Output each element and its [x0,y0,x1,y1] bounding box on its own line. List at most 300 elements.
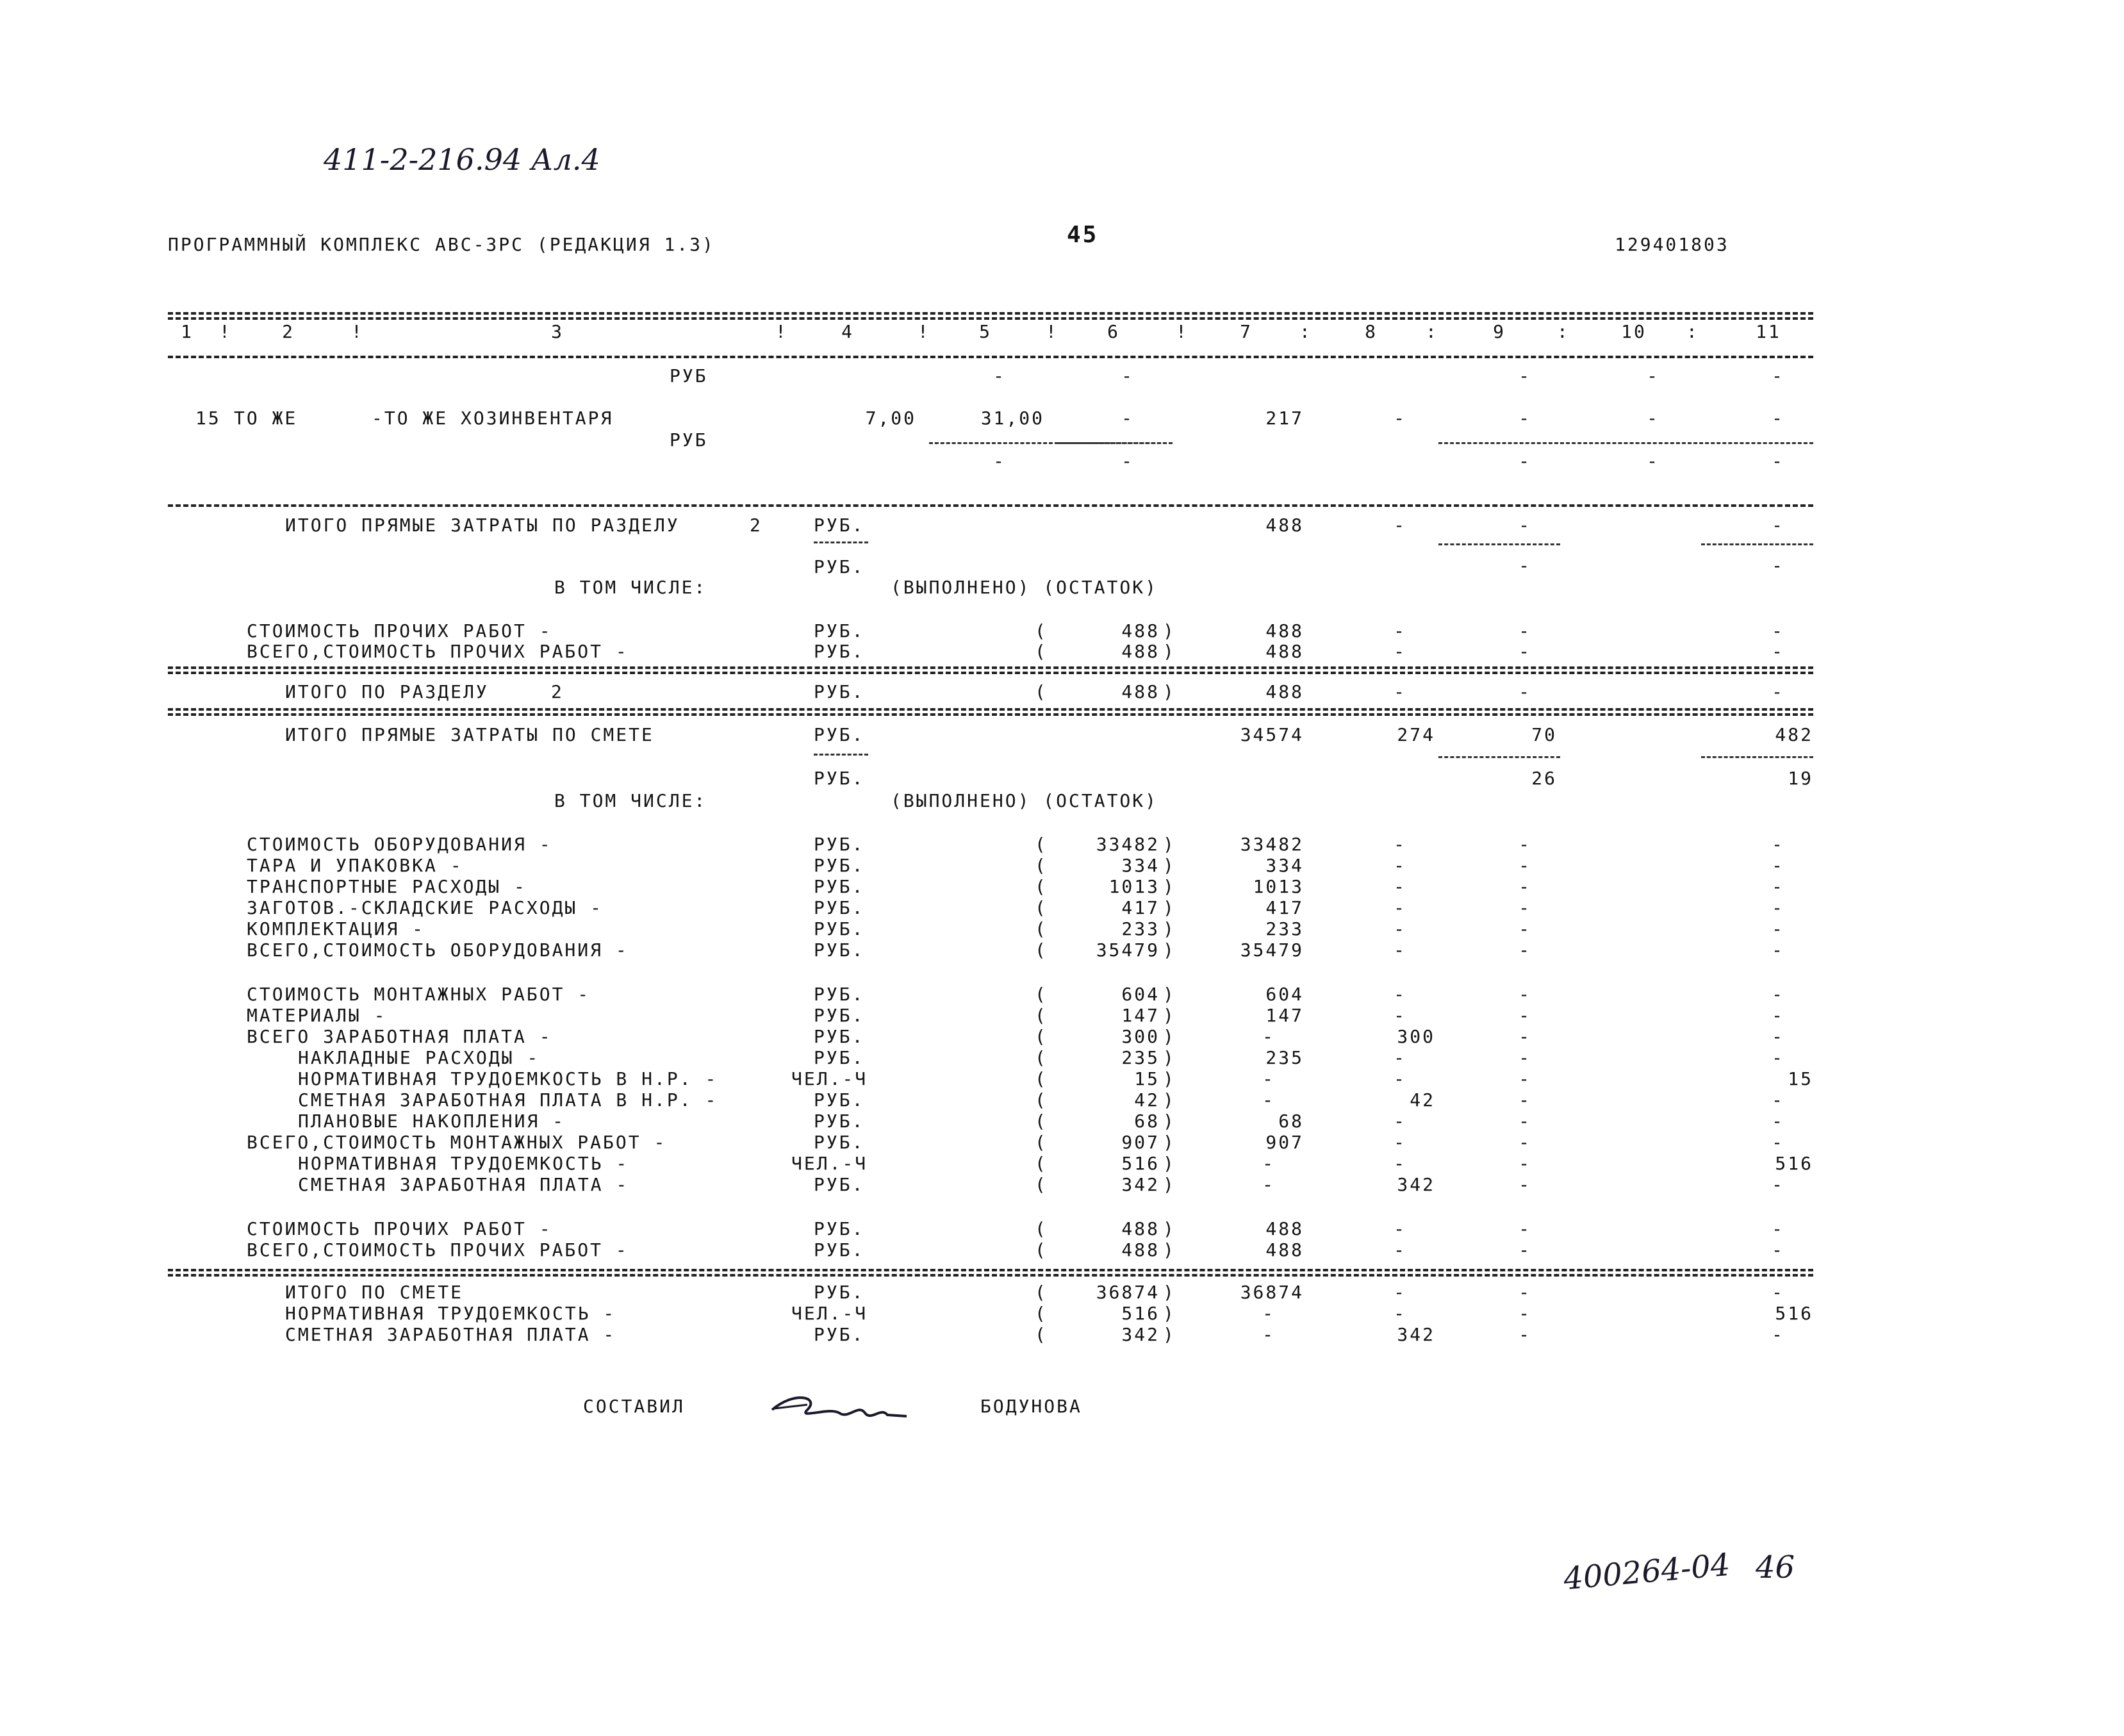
text-cell: 36874 [1096,1282,1160,1303]
dash-cell: - [1772,1218,1784,1239]
text-cell: 68 [1278,1111,1304,1132]
text-cell: 417 [1265,897,1304,918]
text-cell: РУБ. [814,1089,865,1111]
text-cell: 604 [1265,984,1304,1005]
text-cell: РУБ. [814,641,865,662]
text-cell: ! [918,321,930,342]
text-cell: РУБ. [814,918,865,939]
dash-cell: - [1519,1026,1531,1047]
dash-cell: - [1772,984,1784,1005]
text-cell: ЧЕЛ.-Ч [791,1303,868,1324]
text-cell: ( [1035,1005,1048,1026]
text-cell: РУБ. [814,1047,865,1068]
text-cell: 34574 [1240,724,1304,745]
dash-cell: - [1519,918,1531,939]
text-cell: ИТОГО ПО РАЗДЕЛУ [285,681,489,702]
text-cell: 334 [1121,855,1160,876]
dashed-rule [1701,756,1813,758]
text-cell: ( [1035,897,1048,918]
dash-cell: - [1394,620,1406,641]
text-cell: СТОИМОСТЬ ПРОЧИХ РАБОТ - [247,620,552,641]
column-header: 2 [282,321,295,342]
unit-rub: РУБ [670,365,708,386]
text-cell: РУБ. [814,1111,865,1132]
text-cell: 2 [551,681,564,702]
text-cell: 19 [1788,768,1813,789]
dash-cell: - [1394,1239,1406,1261]
text-cell: ! [775,321,788,342]
dash-cell: - [1121,365,1134,386]
dashed-rule [168,1274,1813,1277]
dashed-rule [168,1269,1813,1271]
text-cell: 334 [1265,855,1304,876]
text-cell: 36874 [1240,1282,1304,1303]
text-cell: ) [1163,1111,1176,1132]
text-cell: 516 [1121,1153,1160,1174]
text-cell: ( [1035,1174,1048,1195]
dashed-rule [168,708,1813,711]
dash-cell: - [1772,681,1784,702]
dash-cell: - [1394,1132,1406,1153]
dash-cell: - [1519,1111,1531,1132]
text-cell: ВСЕГО,СТОИМОСТЬ ОБОРУДОВАНИЯ - [247,939,629,961]
text-cell: ЧЕЛ.-Ч [791,1153,868,1174]
text-cell: РУБ. [814,515,865,536]
text-cell: ) [1163,681,1176,702]
text-cell: 26 [1531,768,1557,789]
text-cell: 147 [1121,1005,1160,1026]
text-cell: РУБ. [814,876,865,897]
column-header: 11 [1756,321,1781,342]
text-cell: НАКЛАДНЫЕ РАСХОДЫ - [298,1047,540,1068]
dash-cell: - [1519,1089,1531,1111]
text-cell: 482 [1775,724,1813,745]
text-cell: ( [1035,1047,1048,1068]
text-cell: 417 [1121,897,1160,918]
text-cell: ) [1163,1047,1176,1068]
text-cell: 516 [1121,1303,1160,1324]
text-cell: : [1686,321,1699,342]
text-cell: : [1557,321,1570,342]
text-cell: 233 [1265,918,1304,939]
text-cell: 342 [1121,1174,1160,1195]
dashed-rule [1057,442,1173,444]
dash-cell: - [1394,408,1406,429]
text-cell: СТОИМОСТЬ ПРОЧИХ РАБОТ - [247,1218,552,1239]
text-cell: ( [1035,984,1048,1005]
dash-cell: - [1519,1047,1531,1068]
dash-cell: - [1394,1303,1406,1324]
dash-cell: - [1519,1005,1531,1026]
dashed-rule [1438,756,1560,758]
text-cell: 147 [1265,1005,1304,1026]
text-cell: ( [1035,1239,1048,1261]
text-cell: НОРМАТИВНАЯ ТРУДОЕМКОСТЬ В Н.Р. - [298,1068,718,1089]
dash-cell: - [1519,834,1531,855]
dash-cell: - [1772,555,1784,576]
dash-cell: - [1394,515,1406,536]
text-cell: РУБ. [814,834,865,855]
section-number: 2 [750,515,762,536]
row-number: 15 [195,408,221,429]
text-cell: СТОИМОСТЬ ОБОРУДОВАНИЯ - [247,834,552,855]
text-cell: РУБ. [814,1324,865,1345]
dash-cell: - [1772,876,1784,897]
text-cell: ( [1035,876,1048,897]
dash-cell: - [993,451,1006,472]
dash-cell: - [1519,1282,1531,1303]
dash-cell: - [1262,1324,1275,1345]
text-cell: ( [1035,1303,1048,1324]
section-rule [168,504,1813,507]
dash-cell: - [1772,1324,1784,1345]
row-name: -ТО ЖЕ ХОЗИНВЕНТАРЯ [372,408,614,429]
text-cell: РУБ. [814,1218,865,1239]
text-cell: 33482 [1096,834,1160,855]
text-cell: 488 [1121,1218,1160,1239]
text-cell: РУБ. [814,1239,865,1261]
text-cell: 488 [1121,641,1160,662]
column-header: 8 [1365,321,1378,342]
text-cell: ) [1163,641,1176,662]
text-cell: 488 [1265,681,1304,702]
text-cell: 274 [1397,724,1435,745]
dash-cell: - [1394,681,1406,702]
dash-cell: - [1519,1174,1531,1195]
column-header: 5 [979,321,992,342]
text-cell: ) [1163,1153,1176,1174]
dash-cell: - [1647,451,1659,472]
column-header: 4 [841,321,854,342]
text-cell: СМЕТНАЯ ЗАРАБОТНАЯ ПЛАТА В Н.Р. - [298,1089,718,1111]
text-cell: 70 [1531,724,1557,745]
dash-cell: - [1772,1089,1784,1111]
text-cell: 235 [1265,1047,1304,1068]
dash-cell: - [1262,1068,1275,1089]
dashed-rule [1701,543,1813,545]
text-cell: МАТЕРИАЛЫ - [247,1005,387,1026]
text-cell: 42 [1134,1089,1160,1111]
text-cell: ( [1035,1153,1048,1174]
text-cell: РУБ. [814,1282,865,1303]
text-cell: ( [1035,834,1048,855]
text-cell: ВСЕГО,СТОИМОСТЬ МОНТАЖНЫХ РАБОТ - [247,1132,667,1153]
text-cell: 1013 [1253,876,1304,897]
dash-cell: - [1121,408,1134,429]
column-header: 7 [1240,321,1253,342]
dash-cell: - [1519,365,1531,386]
dash-cell: - [1519,1153,1531,1174]
text-cell: РУБ. [814,1132,865,1153]
dash-cell: - [1519,897,1531,918]
text-cell: 68 [1134,1111,1160,1132]
text-cell: 342 [1397,1324,1435,1345]
dashed-rule [168,713,1813,716]
text-cell: ВСЕГО,СТОИМОСТЬ ПРОЧИХ РАБОТ - [247,1239,629,1261]
text-cell: ( [1035,1218,1048,1239]
text-cell: РУБ. [814,681,865,702]
text-cell: ) [1163,939,1176,961]
dash-cell: - [1519,620,1531,641]
dash-cell: - [1394,939,1406,961]
text-cell: ) [1163,1005,1176,1026]
dash-cell: - [1262,1153,1275,1174]
text-cell: ! [1176,321,1189,342]
dashed-rule [1438,442,1813,444]
text-cell: 488 [1121,620,1160,641]
done-remainder-label: (ВЫПОЛНЕНО) (ОСТАТОК) [891,577,1158,598]
dash-cell: - [1772,620,1784,641]
text-cell: ) [1163,1132,1176,1153]
text-cell: В ТОМ ЧИСЛЕ: [554,790,707,811]
text-cell: 488 [1121,1239,1160,1261]
dash-cell: - [1772,1111,1784,1132]
text-cell: ( [1035,681,1048,702]
document-number: 129401803 [1615,234,1729,255]
row-price: 31,00 [980,408,1044,429]
dash-cell: - [1394,834,1406,855]
dash-cell: - [1121,451,1134,472]
text-cell: 488 [1121,681,1160,702]
text-cell: 42 [1410,1089,1435,1111]
dash-cell: - [1519,1218,1531,1239]
text-cell: 35479 [1240,939,1304,961]
text-cell: РУБ. [814,724,865,745]
text-cell: ) [1163,1218,1176,1239]
dash-cell: - [1519,876,1531,897]
dash-cell: - [1772,939,1784,961]
handwritten-footer-page: 46 [1756,1550,1795,1585]
text-cell: 15 [1788,1068,1813,1089]
text-cell: ( [1035,1324,1048,1345]
text-cell: РУБ. [814,1174,865,1195]
text-cell: ( [1035,918,1048,939]
text-cell: 342 [1121,1324,1160,1345]
text-cell: ) [1163,897,1176,918]
dash-cell: - [1519,641,1531,662]
column-header: 10 [1621,321,1647,342]
dashed-rule [168,666,1813,669]
text-cell: ( [1035,1282,1048,1303]
dash-cell: - [1772,1005,1784,1026]
dashed-rule [1438,543,1560,545]
text-cell: ( [1035,620,1048,641]
text-cell: СТОИМОСТЬ МОНТАЖНЫХ РАБОТ - [247,984,591,1005]
dash-cell: - [1519,984,1531,1005]
text-cell: ) [1163,1026,1176,1047]
text-cell: ИТОГО ПРЯМЫЕ ЗАТРАТЫ ПО СМЕТЕ [285,724,654,745]
text-cell: ) [1163,1068,1176,1089]
text-cell: ТАРА И УПАКОВКА - [247,855,463,876]
text-cell: РУБ. [814,768,865,789]
text-cell: ) [1163,1239,1176,1261]
text-cell: ) [1163,855,1176,876]
text-cell: ( [1035,1111,1048,1132]
text-cell: ЗАГОТОВ.-СКЛАДСКИЕ РАСХОДЫ - [247,897,604,918]
table-top-rule [168,312,1813,315]
text-cell: ( [1035,1132,1048,1153]
dash-cell: - [1519,939,1531,961]
dash-cell: - [1772,897,1784,918]
text-cell: ТРАНСПОРТНЫЕ РАСХОДЫ - [247,876,527,897]
text-cell: ) [1163,918,1176,939]
dash-cell: - [1772,1174,1784,1195]
text-cell: ) [1163,1089,1176,1111]
handwritten-doc-code: 411-2-216.94 Ал.4 [324,142,600,177]
text-cell: РУБ. [814,984,865,1005]
dash-cell: - [1394,1218,1406,1239]
dash-cell: - [1519,681,1531,702]
handwritten-footer-code: 400264-04 [1562,1546,1732,1598]
row-total: 217 [1265,408,1304,429]
text-cell: 1013 [1108,876,1160,897]
text-cell: ! [219,321,232,342]
text-cell: 516 [1775,1303,1813,1324]
signature-icon [769,1384,910,1429]
dash-cell: - [1394,1111,1406,1132]
text-cell: ) [1163,620,1176,641]
column-header: 3 [551,321,564,342]
text-cell: 342 [1397,1174,1435,1195]
text-cell: 235 [1121,1047,1160,1068]
text-cell: 907 [1121,1132,1160,1153]
text-cell: ) [1163,1324,1176,1345]
text-cell: ( [1035,1026,1048,1047]
text-cell: 15 [1134,1068,1160,1089]
dash-cell: - [1772,641,1784,662]
dash-cell: - [1394,641,1406,662]
text-cell: ( [1035,641,1048,662]
dash-cell: - [1772,918,1784,939]
text-cell: ! [1046,321,1058,342]
table-top-rule-2 [168,317,1813,320]
dash-cell: - [1519,1068,1531,1089]
text-cell: 300 [1121,1026,1160,1047]
dash-cell: - [1772,408,1784,429]
text-cell: РУБ. [814,1026,865,1047]
dash-cell: - [1394,1047,1406,1068]
dash-cell: - [1772,515,1784,536]
text-cell: ) [1163,834,1176,855]
dash-cell: - [1262,1174,1275,1195]
dash-cell: - [1772,1026,1784,1047]
text-cell: НОРМАТИВНАЯ ТРУДОЕМКОСТЬ - [298,1153,629,1174]
dash-cell: - [1519,515,1531,536]
dash-cell: - [1647,365,1659,386]
dash-cell: - [1772,365,1784,386]
dash-cell: - [1647,408,1659,429]
text-cell: ВСЕГО,СТОИМОСТЬ ПРОЧИХ РАБОТ - [247,641,629,662]
text-cell: РУБ. [814,620,865,641]
text-cell: 33482 [1240,834,1304,855]
dash-cell: - [1262,1026,1275,1047]
dash-cell: - [1394,876,1406,897]
text-cell: ПЛАНОВЫЕ НАКОПЛЕНИЯ - [298,1111,566,1132]
dash-cell: - [1772,1239,1784,1261]
text-cell: : [1299,321,1312,342]
dash-cell: - [1394,918,1406,939]
dash-cell: - [1262,1303,1275,1324]
dash-cell: - [1772,834,1784,855]
text-cell: РУБ [670,429,708,451]
dash-cell: - [1772,1047,1784,1068]
row-quantity: 7,00 [865,408,916,429]
text-cell: 488 [1265,620,1304,641]
dash-cell: - [1519,1239,1531,1261]
text-cell: РУБ. [814,1005,865,1026]
text-cell: 300 [1397,1026,1435,1047]
text-cell: ) [1163,1303,1176,1324]
text-cell: СМЕТНАЯ ЗАРАБОТНАЯ ПЛАТА - [298,1174,629,1195]
column-header: 9 [1493,321,1506,342]
dashed-rule [814,754,868,756]
dash-cell: - [1519,555,1531,576]
text-cell: 233 [1121,918,1160,939]
text-cell: ( [1035,1089,1048,1111]
section-direct-costs-label: ИТОГО ПРЯМЫЕ ЗАТРАТЫ ПО РАЗДЕЛУ [285,515,680,536]
dash-cell: - [1394,1068,1406,1089]
dash-cell: - [1519,451,1531,472]
dash-cell: - [993,365,1006,386]
dash-cell: - [1519,1303,1531,1324]
dash-cell: - [1772,855,1784,876]
text-cell: (ВЫПОЛНЕНО) (ОСТАТОК) [891,790,1158,811]
text-cell: 488 [1265,1239,1304,1261]
text-cell: 516 [1775,1153,1813,1174]
dash-cell: - [1262,1089,1275,1111]
text-cell: ИТОГО ПО СМЕТЕ [285,1282,464,1303]
dash-cell: - [1519,408,1531,429]
dash-cell: - [1394,897,1406,918]
text-cell: ( [1035,855,1048,876]
dash-cell: - [1394,855,1406,876]
text-cell: СМЕТНАЯ ЗАРАБОТНАЯ ПЛАТА - [285,1324,616,1345]
text-cell: РУБ. [814,556,865,577]
text-cell: ВСЕГО ЗАРАБОТНАЯ ПЛАТА - [247,1026,552,1047]
dash-cell: - [1519,855,1531,876]
text-cell: ( [1035,1068,1048,1089]
text-cell: 907 [1265,1132,1304,1153]
dash-cell: - [1519,1132,1531,1153]
text-cell: РУБ. [814,855,865,876]
text-cell: ! [351,321,364,342]
row-code: ТО ЖЕ [234,408,298,429]
compiler-name: БОДУНОВА [980,1396,1082,1417]
dash-cell: - [1394,1282,1406,1303]
text-cell: ) [1163,1282,1176,1303]
column-header: 1 [181,321,193,342]
text-cell: ) [1163,876,1176,897]
dashed-rule [168,672,1813,674]
text-cell: 35479 [1096,939,1160,961]
dash-cell: - [1394,984,1406,1005]
header-bottom-rule [168,356,1813,358]
dash-cell: - [1394,1005,1406,1026]
text-cell: 604 [1121,984,1160,1005]
text-cell: ЧЕЛ.-Ч [791,1068,868,1089]
page-number: 45 [1067,222,1099,248]
program-title: ПРОГРАММНЫЙ КОМПЛЕКС АВС-3РС (РЕДАКЦИЯ 1.3) [168,234,715,255]
column-header: 6 [1107,321,1120,342]
text-cell: ) [1163,1174,1176,1195]
text-cell: КОМПЛЕКТАЦИЯ - [247,918,425,939]
section-direct-costs-value: 488 [1265,515,1304,536]
text-cell: ( [1035,939,1048,961]
dash-cell: - [1519,1324,1531,1345]
text-cell: 488 [1265,1218,1304,1239]
text-cell: РУБ. [814,897,865,918]
text-cell: НОРМАТИВНАЯ ТРУДОЕМКОСТЬ - [285,1303,616,1324]
